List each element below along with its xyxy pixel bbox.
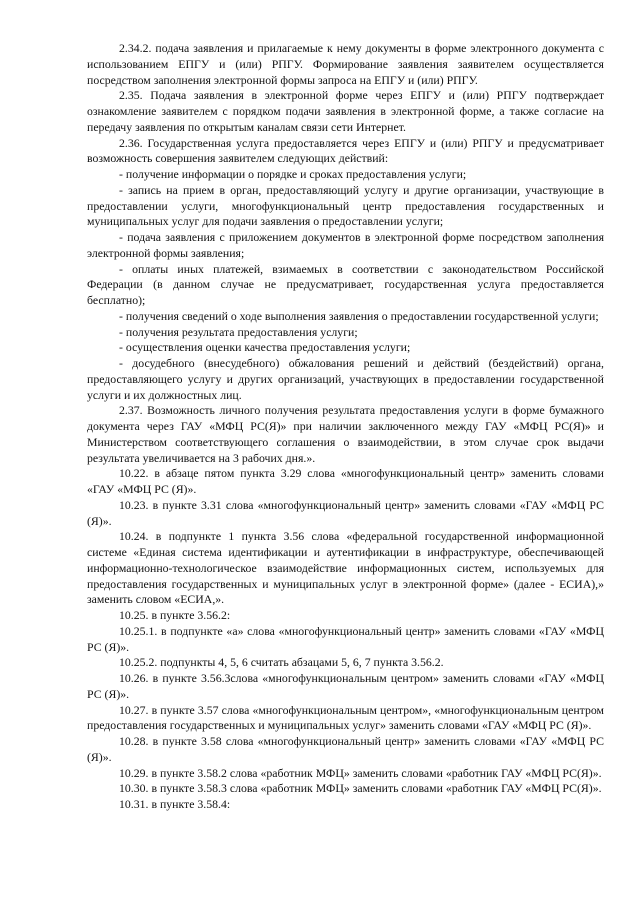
list-item-appointment: - запись на прием в орган, предоставляющий услугу и другие организации, участвующие в предоставлении услуги, многофункциональный центр предоставления государственных и муниципальных услуг для подачи заявления о предоставлении услуги; xyxy=(87,182,604,229)
list-item-result: - получения результата предоставления услуги; xyxy=(119,324,358,339)
paragraph-10-25: 10.25. в пункте 3.56.2: xyxy=(119,608,231,622)
paragraph-2-36: 2.36. Государственная услуга предоставляется через ЕПГУ и (или) РПГУ и предусматривает возможность совершения заявителем следующих действий: xyxy=(87,135,604,166)
list-item-submission: - подача заявления с приложением документов в электронной форме посредством заполнения электронной формы заявления; xyxy=(87,230,604,260)
list-item-status: - получения сведений о ходе выполнения заявления о предоставлении государственной услуги; xyxy=(119,308,599,323)
paragraph-10-29: 10.29. в пункте 3.58.2 слова «работник МФЦ» заменить словами «работник ГАУ «МФЦ РС(Я)». xyxy=(119,765,602,780)
document-page xyxy=(87,41,604,813)
paragraph-10-27: 10.27. в пункте 3.57 слова «многофункциональным центром», «многофункциональным центром предоставления государственных и муниципальных услуг» заменить словами «ГАУ «МФЦ РС (Я)». xyxy=(87,702,604,733)
paragraph-2-34-2: 2.34.2. подача заявления и прилагаемые к нему документы в форме электронного документа с использованием ЕПГУ и (или) РПГУ. Формирование заявления заявителем осуществляется посредством заполнения электронной формы запроса на ЕПГУ и (или) РПГУ. xyxy=(87,41,604,87)
paragraph-2-37: 2.37. Возможность личного получения результата предоставления услуги в форме бумажного документа через ГАУ «МФЦ РС(Я)» при наличии заключенного между ГАУ «МФЦ РС(Я)» и Министерством соответствующего соглашения о взаимодействии, в этом случае срок выдачи результата увеличивается на 3 рабочих дня.». xyxy=(87,403,604,465)
list-item-info: - получение информации о порядке и сроках предоставления услуги; xyxy=(119,167,467,181)
paragraph-10-23: 10.23. в пункте 3.31 слова «многофункциональный центр» заменить словами «ГАУ «МФЦ РС (Я)». xyxy=(87,497,604,528)
list-item-quality: - осуществления оценки качества предоставления услуги; xyxy=(119,340,411,355)
list-item-appeal: - досудебного (внесудебного) обжалования решений и действий (бездействий) органа, предоставляющего услугу и других организаций, участвующих в предоставлении государственной услуги и их должностных лиц. xyxy=(87,356,604,402)
paragraph-2-35: 2.35. Подача заявления в электронной форме через ЕПГУ и (или) РПГУ подтверждает ознакомление заявителем с порядком подачи заявления в электронной форме, а также согласие на передачу заявления по открытым каналам связи сети Интернет. xyxy=(87,88,604,134)
paragraph-10-25-2: 10.25.2. подпункты 4, 5, 6 считать абзацами 5, 6, 7 пункта 3.56.2. xyxy=(119,655,444,670)
list-item-payments: - оплаты иных платежей, взимаемых в соответствии с законодательством Российской Федерации (в данном случае не предусматривает, государственная услуга предоставляется бесплатно); xyxy=(87,261,604,307)
paragraph-10-31: 10.31. в пункте 3.58.4: xyxy=(119,797,231,811)
paragraph-10-25-1: 10.25.1. в подпункте «а» слова «многофункциональный центр» заменить словами «ГАУ «МФЦ РС (Я)». xyxy=(87,623,604,654)
paragraph-10-26: 10.26. в пункте 3.56.3слова «многофункциональным центром» заменить словами «ГАУ «МФЦ РС (Я)». xyxy=(87,671,604,701)
paragraph-10-22: 10.22. в абзаце пятом пункта 3.29 слова «многофункциональный центр» заменить словами «ГАУ «МФЦ РС (Я)». xyxy=(87,466,604,496)
paragraph-10-24: 10.24. в подпункте 1 пункта 3.56 слова «федеральной государственной информационной системе «Единая система идентификации и аутентификации в инфраструктуре, обеспечивающей информационно-технологическое взаимодействие информационных систем, используемых для предоставления государственных и муниципальных услуг в электронной форме» (далее - ЕСИА),» заменить словом «ЕСИА,». xyxy=(87,529,604,607)
paragraph-10-30: 10.30. в пункте 3.58.3 слова «работник МФЦ» заменить словами «работник ГАУ «МФЦ РС(Я)». xyxy=(119,781,602,796)
paragraph-10-28: 10.28. в пункте 3.58 слова «многофункциональный центр» заменить словами «ГАУ «МФЦ РС (Я)». xyxy=(87,734,604,764)
